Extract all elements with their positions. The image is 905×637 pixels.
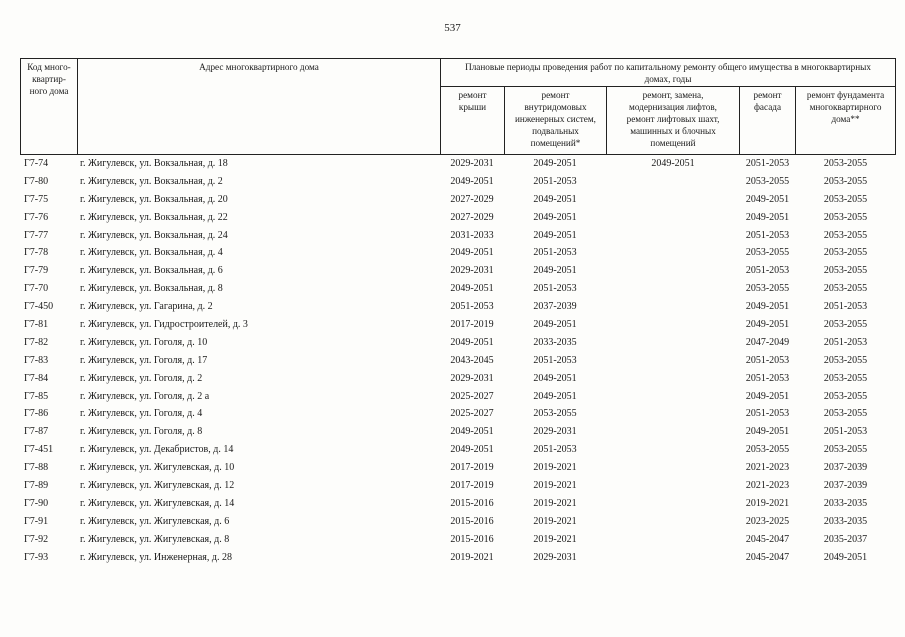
table-row [0,352,905,370]
foundation-period-cell: 2053-2055 [823,390,868,402]
systems-period-cell: 2019-2021 [533,515,577,527]
foundation-period-cell: 2053-2055 [823,408,868,420]
address-cell: г. Жигулевск, ул. Жигулевская, д. 12 [80,480,235,492]
facade-period-cell: 2049-2051 [745,211,790,223]
foundation-period-cell: 2053-2055 [823,283,868,295]
facade-period-cell: 2051-2053 [745,229,790,241]
table-row [0,244,905,262]
code-cell: Г7-70 [24,283,49,295]
foundation-period-cell: 2035-2037 [823,533,868,545]
systems-period-cell: 2029-2031 [533,551,577,563]
header-periods: Плановые периоды проведения работ по капитальному ремонту общего имущества в многоквартирных домах, годы [465,62,871,84]
table-row [0,477,905,495]
roof-period-cell: 2031-2033 [450,229,494,241]
code-cell: Г7-78 [24,247,49,259]
header-address: Адрес многоквартирного дома [199,62,319,72]
address-cell: г. Жигулевск, ул. Жигулевская, д. 10 [80,462,235,474]
foundation-period-cell: 2051-2053 [823,336,868,348]
header-facade: ремонт фасада [753,90,782,112]
systems-period-cell: 2051-2053 [533,444,577,456]
systems-period-cell: 2019-2021 [533,497,577,509]
systems-period-cell: 2033-2035 [533,336,577,348]
roof-period-cell: 2019-2021 [450,551,494,563]
foundation-period-cell: 2053-2055 [823,444,868,456]
roof-period-cell: 2051-2053 [450,301,494,313]
code-cell: Г7-91 [24,515,49,527]
table-row [0,298,905,316]
roof-period-cell: 2049-2051 [450,283,494,295]
table-row [0,155,905,173]
code-cell: Г7-76 [24,211,49,223]
code-cell: Г7-88 [24,462,49,474]
facade-period-cell: 2051-2053 [745,354,790,366]
facade-period-cell: 2023-2025 [745,515,790,527]
facade-period-cell: 2021-2023 [745,480,790,492]
address-cell: г. Жигулевск, ул. Жигулевская, д. 14 [80,497,235,509]
code-cell: Г7-85 [24,390,49,402]
code-cell: Г7-84 [24,372,49,384]
facade-period-cell: 2019-2021 [745,497,790,509]
address-cell: г. Жигулевск, ул. Гоголя, д. 10 [80,336,208,348]
foundation-period-cell: 2037-2039 [823,462,868,474]
facade-period-cell: 2021-2023 [745,462,790,474]
facade-period-cell: 2049-2051 [745,390,790,402]
table-row [0,316,905,334]
address-cell: г. Жигулевск, ул. Гоголя, д. 2 а [80,390,210,402]
roof-period-cell: 2015-2016 [450,533,494,545]
code-cell: Г7-87 [24,426,49,438]
facade-period-cell: 2051-2053 [745,265,790,277]
foundation-period-cell: 2053-2055 [823,247,868,259]
code-cell: Г7-79 [24,265,49,277]
systems-period-cell: 2049-2051 [533,265,577,277]
table-row [0,513,905,531]
table-row [0,423,905,441]
systems-period-cell: 2019-2021 [533,533,577,545]
roof-period-cell: 2029-2031 [450,372,494,384]
foundation-period-cell: 2053-2055 [823,354,868,366]
facade-period-cell: 2049-2051 [745,319,790,331]
address-cell: г. Жигулевск, ул. Вокзальная, д. 22 [80,211,228,223]
roof-period-cell: 2025-2027 [450,408,494,420]
foundation-period-cell: 2033-2035 [823,497,868,509]
roof-period-cell: 2029-2031 [450,158,494,169]
header-systems: ремонт внутридомовых инженерных систем, подвальных помещений* [515,90,596,148]
code-cell: Г7-82 [24,336,49,348]
roof-period-cell: 2027-2029 [450,193,494,205]
facade-period-cell: 2049-2051 [745,301,790,313]
table-row [0,334,905,352]
header-foundation: ремонт фундамента многоквартирного дома** [806,90,885,124]
address-cell: г. Жигулевск, ул. Вокзальная, д. 8 [80,283,223,295]
address-cell: г. Жигулевск, ул. Вокзальная, д. 6 [80,265,223,277]
address-cell: г. Жигулевск, ул. Вокзальная, д. 24 [80,229,228,241]
facade-period-cell: 2053-2055 [745,175,790,187]
page-number: 537 [444,22,461,34]
facade-period-cell: 2053-2055 [745,283,790,295]
foundation-period-cell: 2053-2055 [823,372,868,384]
header-code: Код много- квартир- ного дома [27,62,71,96]
roof-period-cell: 2017-2019 [450,462,494,474]
foundation-period-cell: 2033-2035 [823,515,868,527]
address-cell: г. Жигулевск, ул. Гоголя, д. 17 [80,354,208,366]
systems-period-cell: 2051-2053 [533,175,577,187]
facade-period-cell: 2045-2047 [745,533,790,545]
address-cell: г. Жигулевск, ул. Вокзальная, д. 4 [80,247,223,259]
table-row [0,405,905,423]
roof-period-cell: 2017-2019 [450,319,494,331]
table-row [0,531,905,549]
facade-period-cell: 2053-2055 [745,444,790,456]
address-cell: г. Жигулевск, ул. Гагарина, д. 2 [80,301,213,313]
table-row [0,459,905,477]
code-cell: Г7-89 [24,480,49,492]
systems-period-cell: 2051-2053 [533,283,577,295]
roof-period-cell: 2015-2016 [450,515,494,527]
code-cell: Г7-86 [24,408,49,420]
roof-period-cell: 2029-2031 [450,265,494,277]
address-cell: г. Жигулевск, ул. Гоголя, д. 4 [80,408,203,420]
roof-period-cell: 2049-2051 [450,247,494,259]
systems-period-cell: 2029-2031 [533,426,577,438]
table-row [0,191,905,209]
table-row [0,173,905,191]
systems-period-cell: 2051-2053 [533,354,577,366]
header-vline-right [895,58,896,155]
header-top-rule [20,58,896,59]
table-row [0,388,905,406]
address-cell: г. Жигулевск, ул. Вокзальная, д. 20 [80,193,228,205]
systems-period-cell: 2049-2051 [533,319,577,331]
header-lifts: ремонт, замена, модернизация лифтов, ремонт лифтовых шахт, машинных и блочных помещений [626,90,720,148]
systems-period-cell: 2019-2021 [533,480,577,492]
roof-period-cell: 2025-2027 [450,390,494,402]
systems-period-cell: 2049-2051 [533,390,577,402]
systems-period-cell: 2049-2051 [533,193,577,205]
foundation-period-cell: 2053-2055 [823,265,868,277]
address-cell: г. Жигулевск, ул. Инженерная, д. 28 [80,551,232,563]
table-body [0,155,905,566]
roof-period-cell: 2027-2029 [450,211,494,223]
foundation-period-cell: 2053-2055 [823,229,868,241]
code-cell: Г7-74 [24,158,49,169]
code-cell: Г7-75 [24,193,49,205]
roof-period-cell: 2043-2045 [450,354,494,366]
code-cell: Г7-80 [24,175,49,187]
code-cell: Г7-93 [24,551,49,563]
code-cell: Г7-92 [24,533,49,545]
foundation-period-cell: 2053-2055 [823,193,868,205]
foundation-period-cell: 2053-2055 [823,211,868,223]
code-cell: Г7-90 [24,497,49,509]
facade-period-cell: 2049-2051 [745,426,790,438]
foundation-period-cell: 2053-2055 [823,319,868,331]
facade-period-cell: 2047-2049 [745,336,790,348]
code-cell: Г7-81 [24,319,49,331]
foundation-period-cell: 2049-2051 [823,551,868,563]
facade-period-cell: 2051-2053 [745,372,790,384]
table-row [0,495,905,513]
address-cell: г. Жигулевск, ул. Жигулевская, д. 6 [80,515,230,527]
foundation-period-cell: 2037-2039 [823,480,868,492]
roof-period-cell: 2049-2051 [450,444,494,456]
lifts-period-cell: 2049-2051 [651,158,695,169]
systems-period-cell: 2049-2051 [533,372,577,384]
table-row [0,441,905,459]
roof-period-cell: 2049-2051 [450,426,494,438]
address-cell: г. Жигулевск, ул. Гоголя, д. 8 [80,426,203,438]
facade-period-cell: 2051-2053 [745,158,790,169]
address-cell: г. Жигулевск, ул. Вокзальная, д. 18 [80,158,228,169]
foundation-period-cell: 2053-2055 [823,175,868,187]
table-row [0,280,905,298]
table-row [0,209,905,227]
address-cell: г. Жигулевск, ул. Жигулевская, д. 8 [80,533,230,545]
code-cell: Г7-450 [24,301,54,313]
systems-period-cell: 2049-2051 [533,229,577,241]
foundation-period-cell: 2053-2055 [823,158,868,169]
systems-period-cell: 2049-2051 [533,211,577,223]
systems-period-cell: 2049-2051 [533,158,577,169]
table-row [0,549,905,567]
roof-period-cell: 2017-2019 [450,480,494,492]
systems-period-cell: 2037-2039 [533,301,577,313]
facade-period-cell: 2049-2051 [745,193,790,205]
code-cell: Г7-451 [24,444,54,456]
facade-period-cell: 2053-2055 [745,247,790,259]
facade-period-cell: 2045-2047 [745,551,790,563]
header-roof: ремонт крыши [458,90,487,112]
address-cell: г. Жигулевск, ул. Декабристов, д. 14 [80,444,234,456]
table-row [0,227,905,245]
systems-period-cell: 2051-2053 [533,247,577,259]
code-cell: Г7-77 [24,229,49,241]
roof-period-cell: 2015-2016 [450,497,494,509]
table-row [0,262,905,280]
foundation-period-cell: 2051-2053 [823,426,868,438]
address-cell: г. Жигулевск, ул. Гоголя, д. 2 [80,372,203,384]
table-row [0,370,905,388]
address-cell: г. Жигулевск, ул. Вокзальная, д. 2 [80,175,223,187]
facade-period-cell: 2051-2053 [745,408,790,420]
systems-period-cell: 2019-2021 [533,462,577,474]
roof-period-cell: 2049-2051 [450,175,494,187]
code-cell: Г7-83 [24,354,49,366]
foundation-period-cell: 2051-2053 [823,301,868,313]
header-mid-rule [440,86,896,87]
address-cell: г. Жигулевск, ул. Гидростроителей, д. 3 [80,319,248,331]
systems-period-cell: 2053-2055 [533,408,577,420]
roof-period-cell: 2049-2051 [450,336,494,348]
